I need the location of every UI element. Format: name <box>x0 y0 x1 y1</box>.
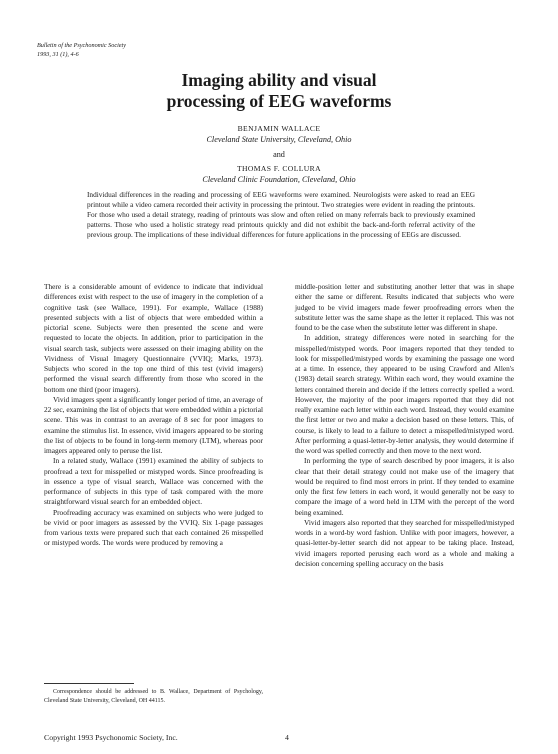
body-paragraph: Proofreading accuracy was examined on subjects who were judged to be vivid or poor imagers as assessed by the VVIQ. Six 1-page passages from various texts were prepared such that each contained 26 misspelled or mistyped words. The words were produced by removing a <box>44 507 263 548</box>
body-paragraph: In performing the type of search described by poor imagers, it is also clear that their detail strategy could not make use of the imagery that would be required to find most errors in print. If they tended to examine only the first few letters in each word, it would generally not be easy to compare the image of a word held in LTM with the percept of the word being examined. <box>295 456 514 517</box>
body-paragraph: In addition, strategy differences were noted in searching for the misspelled/mistyped words. Poor imagers reported that they tended to look for misspelled/mistyped words by examining the passage one word at a time. In essence, they appeared to be using Crawford and Allen's (1983) detail search strategy. Within each word, they would examine the letters contained therein and decide if the letters correctly spelled a word. However, the majority of the poor imagers reported that they did not really examine each letter within each word. Instead, they would examine the first letter or two and make a decision based on these letters. This, of course, is likely to lead to a failure to detect a misspelled/mistyped word. After performing a quasi-letter-by-letter analysis, they would determine if the word was spelled correctly and then move to the next word. <box>295 333 514 455</box>
author-name-1: BENJAMIN WALLACE <box>237 124 321 133</box>
journal-header <box>37 41 126 59</box>
body-column-left <box>44 282 263 549</box>
title-line-1: Imaging ability and visual <box>181 70 377 90</box>
journal-citation: 1993, 31 (1), 4-6 <box>37 51 79 58</box>
journal-name: Bulletin of the Psychonomic Society <box>37 42 127 49</box>
correspondence-footnote: Correspondence should be addressed to B. Wallace, Department of Psychology, Cleveland State University, Cleveland, OH 44115. <box>44 689 263 704</box>
page-number: 4 <box>285 733 289 742</box>
author-affiliation-1: Cleveland State University, Cleveland, Ohio <box>206 135 352 144</box>
author-block <box>0 123 558 185</box>
author-name-2: THOMAS F. COLLURA <box>236 164 322 173</box>
article-title <box>0 70 558 112</box>
author-conjunction: and <box>273 150 285 159</box>
copyright-notice: Copyright 1993 Psychonomic Society, Inc. <box>44 733 178 742</box>
body-paragraph: middle-position letter and substituting another letter that was in shape either the same or different. Results indicated that subjects who were judged to be vivid imagers made fewer proofreading errors when the substitute letter was the same shape as the letter it replaced. This was not found to be the case when the substitute letter was different in shape. <box>295 282 514 332</box>
abstract: Individual differences in the reading and processing of EEG waveforms were examined. Neurologists were asked to read an EEG printout while a video camera recorded their activity in processing the printout. Two strategies were evident in reading the printouts. For those who used a detail strategy, reading of printouts was slow and often relied on many referrals back to previously examined patterns. Those who used a holistic strategy read printouts quickly and did not exhibit the back-and-forth referral activity of the previous group. The implications of these individual differences for future applications in the processing of EEGs are discussed. <box>87 190 475 240</box>
body-paragraph: In a related study, Wallace (1991) examined the ability of subjects to proofread a text for misspelled or mistyped words. Since proofreading is in essence a type of visual search, Wallace was concerned with the performance of subjects in this type of task compared with the more straightforward visual search for an embedded object. <box>44 456 263 507</box>
body-paragraph: Vivid imagers spent a significantly longer period of time, an average of 22 sec, examining the list of objects that were embedded within a pictorial scene. This was in contrast to an average of 8 sec for poor imagers to examine the stimulus list. In essence, vivid imagers appeared to be storing the list of objects to be found in long-term memory (LTM), whereas poor imagers appeared only to peruse the list. <box>44 394 263 455</box>
body-column-right <box>295 282 514 569</box>
footnote-divider <box>44 683 134 684</box>
body-paragraph: There is a considerable amount of evidence to indicate that individual differences exist with respect to the use of imagery in the completion of a cognitive task (see Wallace, 1991). For example, Wallace (1988) presented subjects with a list of objects that were embedded within a pictorial scene. Subjects were then presented the scene and were requested to locate the objects. In addition, prior to participation in the visual search task, subjects were assessed on their imaging ability on the Vividness of Visual Imagery Questionnaire (VVIQ; Marks, 1973). Subjects who scored in the top one third of this test (vivid imagers) performed the visual search differently from those who scored in the bottom one third (poor imagers). <box>44 282 263 394</box>
body-paragraph: Vivid imagers also reported that they searched for misspelled/mistyped words in a word-by word fashion. Unlike with poor imagers, however, a quasi-letter-by-letter search did not appear to be taking place. Instead, vivid imagers reported perusing each word as a whole and making a decision concerning spelling accuracy on the basis <box>295 517 514 568</box>
author-affiliation-2: Cleveland Clinic Foundation, Cleveland, Ohio <box>202 175 356 184</box>
title-line-2: processing of EEG waveforms <box>166 91 392 111</box>
